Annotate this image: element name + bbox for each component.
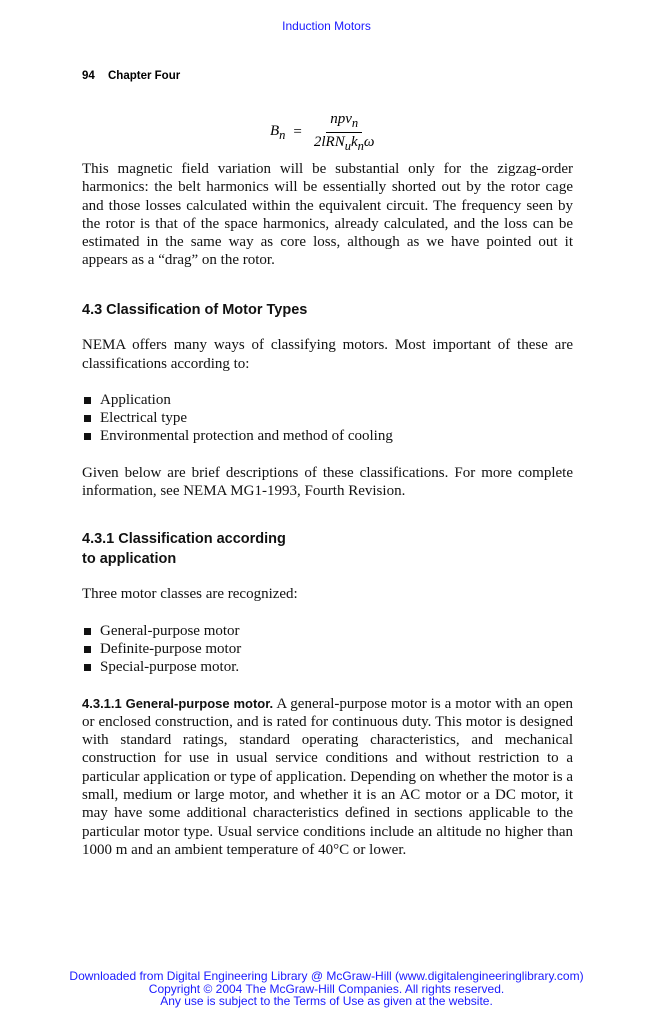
equation-equals: = [293,124,302,140]
equation-numerator: npv$_n$ [326,111,362,133]
footer-line[interactable]: Downloaded from Digital Engineering Library @ McGraw-Hill (www.digitalengineeringlibrary.com) [69,969,584,983]
subsection-heading: 4.3.1 Classification according to application [82,531,286,567]
bullet-list [82,622,573,677]
list-item: Environmental protection and method of cooling [82,427,573,445]
list-item: Special-purpose motor. [82,658,573,676]
list-item: Electrical type [82,409,573,427]
page-header-title: Induction Motors [282,19,371,33]
equation-denominator: $2lRN_uk_n\omega$ [313,134,375,153]
chapter-label: Chapter Four [108,70,181,82]
equation [270,111,379,154]
running-head [82,70,180,82]
bullet-list [82,391,573,446]
section-heading: 4.3 Classification of Motor Types [82,301,308,318]
paragraph: Three motor classes are recognized: [82,586,298,603]
list-item: Application [82,391,573,409]
footer-line[interactable]: Any use is subject to the Terms of Use as given at the website. [160,994,493,1008]
run-in-heading: 4.3.1.1 General-purpose motor. [82,695,274,711]
footer-notice [0,970,653,1008]
list-item: General-purpose motor [82,622,573,640]
footer-line: Copyright © 2004 The McGraw-Hill Companies. All rights reserved. [148,981,505,996]
equation-lhs: $B_n$ [270,122,286,142]
paragraph: NEMA offers many ways of classifying motors. Most important of these are classifications according to: [82,337,573,372]
paragraph: 4.3.1.1 General-purpose motor. A general-purpose motor is a motor with an open or enclosed construction, and is rated for continuous duty. This motor is designed with standard ratings, standard operating characteristics, and mechanical construction for use in usual service conditions and without restriction to a particular application or type of application. Depending on whether the motor is a small, medium or large motor, and whether it is an AC motor or a DC motor, it may have some additional characteristics defined in sections applicable to the particular motor type. Usual service conditions include an altitude no higher than 1000 m and an ambient temperature of 40°C or lower. [82,695,573,858]
paragraph: This magnetic field variation will be substantial only for the zigzag-order harmonics: the belt harmonics will be essentially shorted out by the rotor cage and those losses calculated within the equivalent circuit. The frequency seen by the rotor is that of the space harmonics, already calculated, and the loss can be estimated in the same way as core loss, although as we have pointed out it appears as a “drag” on the rotor. [82,161,573,269]
equation-fraction [310,111,379,154]
paragraph: Given below are brief descriptions of these classifications. For more complete information, see NEMA MG1-1993, Fourth Revision. [82,464,573,500]
page-body [82,160,573,859]
page-number: 94 [82,70,95,82]
list-item: Definite-purpose motor [82,640,573,658]
